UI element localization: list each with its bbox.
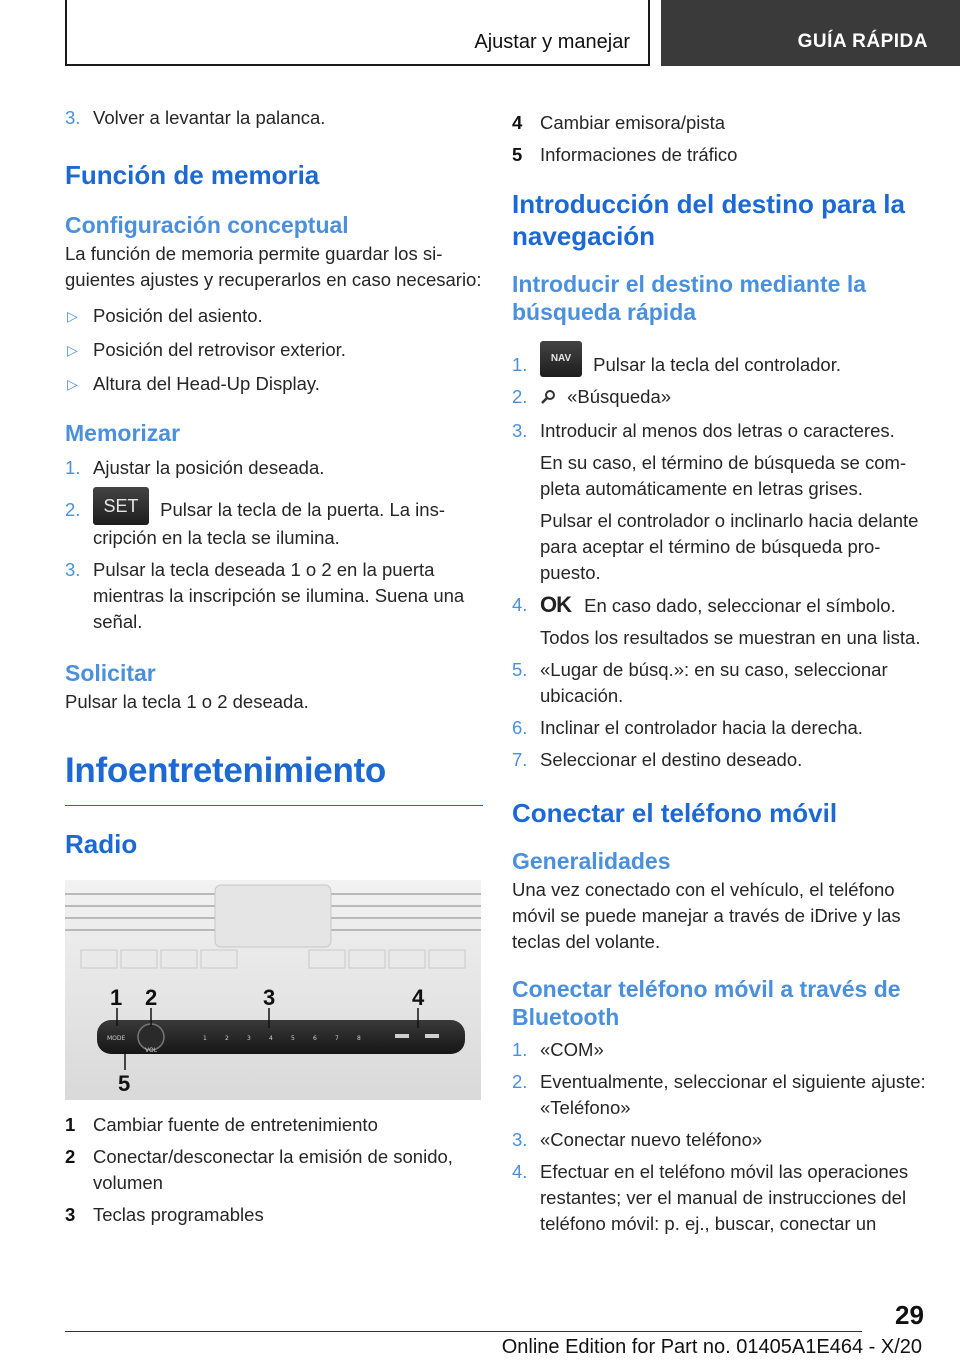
preset-label: 3 [247,1035,251,1043]
callout-2: 2 [145,985,158,1011]
bullet-item [65,337,483,363]
item-subtext: Pulsar el controlador o inclinarlo hacia delante para aceptar el término de búsqueda propuesto. [540,510,919,583]
item-number: 7. [512,749,528,770]
item-number: 4. [512,1161,528,1182]
heading-bluetooth: Conectar teléfono móvil a través de Bluetooth [512,976,901,1030]
list-item [512,352,932,378]
item-subtext: Todos los resultados se muestran en una lista. [540,627,921,648]
legend-text: Teclas programables [93,1204,264,1226]
item-text: Seleccionar el destino deseado. [540,749,803,770]
item-text: Pulsar la tecla del controlador. [593,354,841,375]
item-text: «Búsqueda» [567,386,672,407]
mode-label: MODE [107,1035,126,1043]
preset-label: 5 [291,1035,295,1043]
preset-label: 4 [269,1035,273,1043]
item-text: «Conectar nuevo teléfono» [540,1129,763,1150]
list-item [512,592,932,651]
preset-label: 7 [335,1035,339,1043]
legend-number: 1 [65,1114,76,1136]
callout-4: 4 [412,985,425,1011]
bullet-text: Posición del asiento. [93,305,263,326]
heading-busqueda: Introducir el destino mediante la búsqueda rápida [512,271,867,325]
radio-figure [65,880,481,1100]
callout-3: 3 [263,985,276,1011]
item-number: 2. [512,386,528,407]
legend-number: 2 [65,1146,76,1168]
item-number: 6. [512,717,528,738]
list-item [512,1037,932,1063]
legend-item [65,1112,483,1138]
item-number: 1. [65,457,81,478]
triangle-bullet-icon: ▷ [67,342,78,358]
header-tab-label: GUÍA RÁPIDA [797,31,928,52]
heading-solicitar: Solicitar [65,660,156,687]
item-number: 2. [65,499,81,520]
heading-config: Configuración conceptual [65,212,349,238]
ok-icon: OK [540,592,571,617]
list-item [512,1127,932,1153]
item-subtext: En su caso, el término de búsqueda se completa automáticamente en letras grises. [540,452,907,499]
heading-radio: Radio [65,829,138,860]
heading-memorizar: Memorizar [65,420,181,446]
item-number: 3. [65,559,81,581]
preset-label: 1 [203,1035,207,1043]
set-button-icon: SET [93,487,149,525]
footer-divider [65,1331,862,1332]
item-text: Inclinar el controlador hacia la derecha. [540,717,863,738]
item-number: 3. [65,107,81,128]
item-text: Ajustar la posición deseada. [93,457,325,478]
generalidades-paragraph: Una vez conectado con el vehículo, el teléfono móvil se puede manejar a través de iDrive y las teclas del volante. [512,879,901,952]
list-item [65,105,483,131]
item-number: 4. [512,594,528,615]
preset-label: 8 [357,1035,361,1043]
item-number: 2. [512,1071,528,1092]
item-number: 3. [512,1129,528,1150]
item-text: Pulsar la tecla de la puerta. La inscripción en la tecla se ilumina. [93,499,446,549]
heading-generalidades: Generalidades [512,848,671,874]
item-number: 3. [512,420,528,441]
solicitar-paragraph: Pulsar la tecla 1 o 2 deseada. [65,691,309,713]
list-item [512,715,932,741]
list-item [512,1069,932,1121]
item-text: Pulsar la tecla deseada 1 o 2 en la puerta mientras la inscripción se ilumina. Suena una señal. [93,559,465,633]
config-paragraph: La función de memoria permite guardar los siguientes ajustes y recuperarlos en caso necesario: [65,243,482,290]
item-text: «COM» [540,1039,604,1060]
list-item [65,557,483,635]
item-number: 1. [512,1039,528,1060]
preset-label: 6 [313,1035,317,1043]
callout-1: 1 [110,985,123,1011]
legend-number: 5 [512,144,523,165]
item-number: 5. [512,659,528,680]
page-number: 29 [895,1300,924,1330]
list-item [512,657,932,709]
legend-item [512,142,932,168]
right-column [512,100,932,1237]
list-item [65,455,483,481]
callout-5: 5 [118,1071,131,1097]
list-item [512,418,932,586]
list-item [512,384,932,412]
vol-label: VOL [145,1047,158,1055]
heading-memoria: Función de memoria [65,160,320,190]
legend-text: Informaciones de tráfico [540,144,738,165]
left-column [65,100,483,1228]
radio-illustration [65,880,481,1100]
item-text: «Lugar de búsq.»: en su caso, seleccionar ubicación. [540,659,888,706]
legend-number: 3 [65,1204,76,1226]
bullet-text: Posición del retrovisor exterior. [93,339,346,360]
legend-number: 4 [512,112,523,133]
list-item [512,1159,932,1237]
legend-item [65,1202,483,1228]
heading-infoentretenimiento: Infoentretenimiento [65,751,483,806]
footer-edition: Online Edition for Part no. 01405A1E464 - X/20 [501,1336,922,1358]
item-number: 1. [512,354,528,375]
item-text: Introducir al menos dos letras o caracteres. [540,420,895,441]
bullet-item [65,303,483,329]
item-text: Efectuar en el teléfono móvil las operaciones restantes; ver el manual de instrucciones del teléfono móvil: p. ej., buscar, conectar un [540,1161,909,1234]
list-item [512,747,932,773]
item-text: En caso dado, seleccionar el símbolo. [584,595,896,616]
legend-item [512,110,932,136]
heading-destino: Introducción del destino para la navegación [512,189,905,251]
list-item [65,497,483,551]
legend-text: Conectar/desconectar la emisión de sonido, volumen [93,1146,453,1194]
bullet-item [65,371,483,397]
bullet-text: Altura del Head-Up Display. [93,373,320,394]
legend-text: Cambiar fuente de entretenimiento [93,1114,378,1136]
heading-movil: Conectar el teléfono móvil [512,798,838,828]
item-text: Eventualmente, seleccionar el siguiente ajuste: «Teléfono» [540,1071,926,1118]
item-text: Volver a levantar la palanca. [93,107,326,128]
search-icon [540,386,562,412]
triangle-bullet-icon: ▷ [67,376,78,392]
preset-label: 2 [225,1035,229,1043]
header-tab [661,0,960,66]
nav-button-icon: NAV [540,341,582,377]
section-title: Ajustar y manejar [474,31,630,53]
legend-item [65,1144,483,1196]
triangle-bullet-icon: ▷ [67,308,78,324]
legend-text: Cambiar emisora/pista [540,112,726,133]
header-frame [65,0,650,66]
